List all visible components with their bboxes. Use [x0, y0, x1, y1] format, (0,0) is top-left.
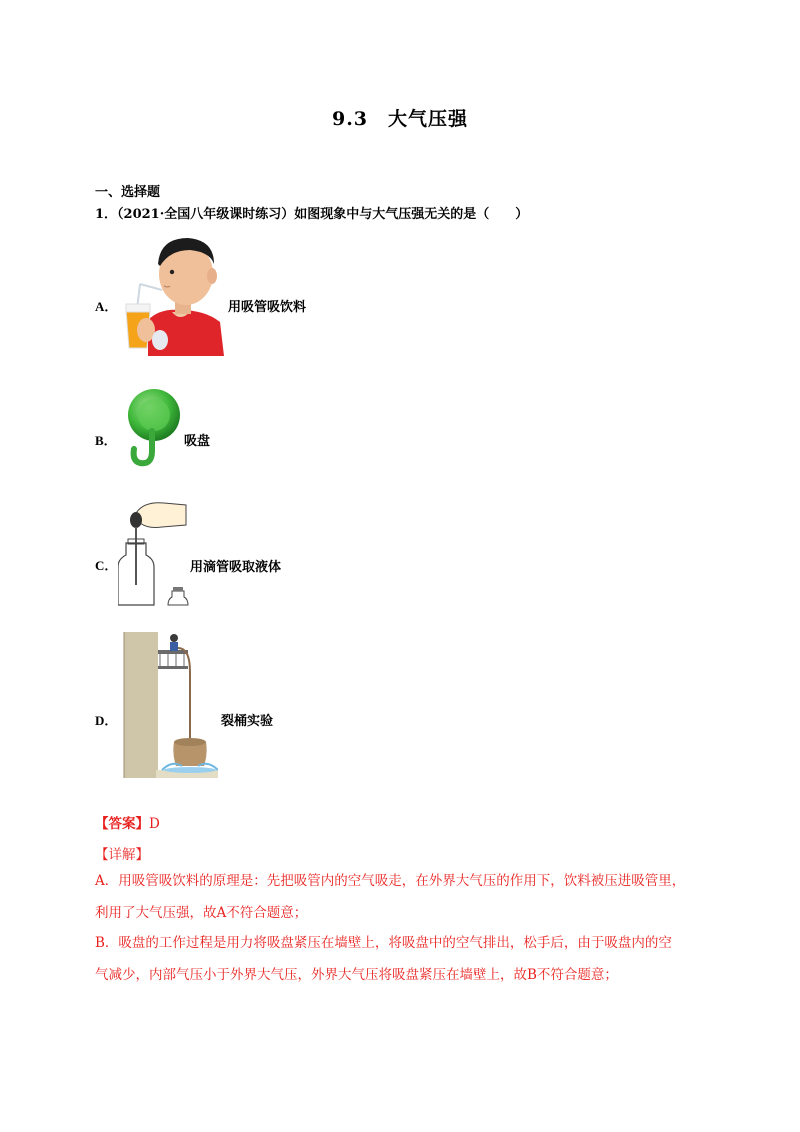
- option-c-letter: C．: [95, 558, 118, 573]
- option-a-letter: A．: [95, 299, 118, 314]
- option-a-label: 用吸管吸饮料: [228, 300, 307, 315]
- question-stem: 如图现象中与大气压强无关的是（ ）: [294, 207, 529, 222]
- question-1: [95, 203, 528, 222]
- explanation-b-line-2: 气减少，内部气压小于外界大气压，外界大气压将吸盘紧压在墙壁上，故B不符合题意；: [95, 967, 618, 983]
- option-b-letter: B．: [95, 433, 117, 448]
- dropper-bottle-image: [118, 493, 190, 611]
- section-heading: 一、选择题: [95, 185, 161, 200]
- option-c-label: 用滴管吸取液体: [190, 560, 282, 575]
- explanation-label: 【详解】: [95, 847, 149, 863]
- suction-cup-hook-image: [122, 387, 182, 469]
- page-title: 9.3 大气压强: [331, 108, 469, 130]
- explanation-b-line-1: B．吸盘的工作过程是用力将吸盘紧压在墙壁上，将吸盘中的空气排出，松手后，由于吸盘内的空: [95, 935, 672, 951]
- question-number: 1．: [95, 207, 118, 222]
- explanation-b: [95, 927, 715, 991]
- answer-value: D: [149, 816, 160, 832]
- barrel-burst-experiment-image: [122, 632, 218, 778]
- explanation-a-line-2: 利用了大气压强，故A不符合题意；: [95, 905, 308, 921]
- answer-label: 【答案】: [95, 816, 149, 832]
- option-b-label: 吸盘: [184, 434, 211, 449]
- option-d-letter: D．: [95, 713, 118, 728]
- explanation-a: [95, 865, 715, 929]
- boy-drinking-straw-image: [120, 230, 226, 356]
- question-source: （2021·全国八年级课时练习）: [117, 207, 295, 222]
- explanation-a-line-1: A．用吸管吸饮料的原理是：先把吸管内的空气吸走，在外界大气压的作用下，饮料被压进吸管里，: [95, 873, 686, 889]
- option-d-label: 裂桶实验: [221, 714, 274, 729]
- answer-line: [95, 812, 160, 832]
